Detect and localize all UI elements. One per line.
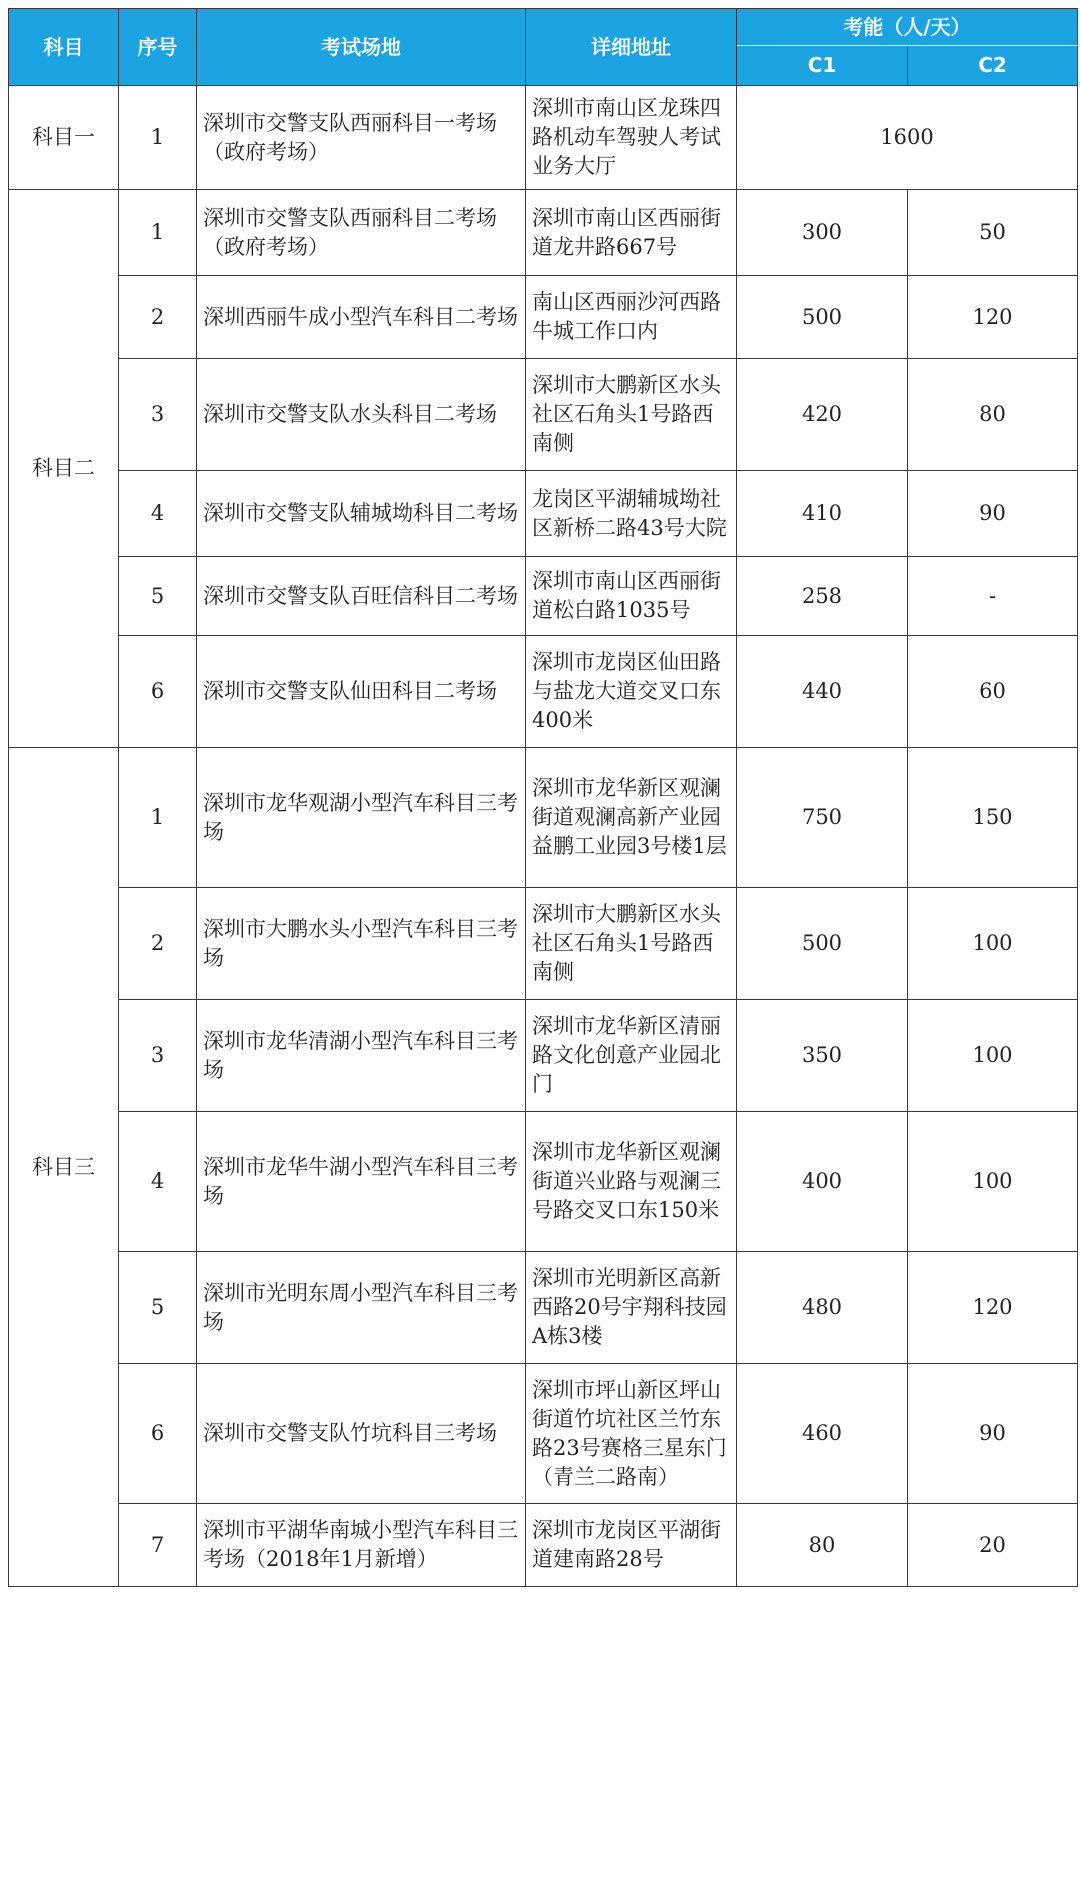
venue-cell: 深圳西丽牛成小型汽车科目二考场 [197,276,526,359]
header-c2: C2 [908,46,1078,86]
venue-cell: 深圳市交警支队仙田科目二考场 [197,636,526,748]
c2-capacity-cell: 100 [908,1112,1078,1252]
seq-cell: 5 [119,1252,197,1364]
c1-capacity-cell: 750 [737,748,908,888]
seq-cell: 2 [119,276,197,359]
c2-capacity-cell: - [908,557,1078,636]
c1-capacity-cell: 300 [737,190,908,276]
venue-cell: 深圳市交警支队百旺信科目二考场 [197,557,526,636]
address-cell: 深圳市龙岗区仙田路与盐龙大道交叉口东400米 [526,636,737,748]
venue-cell: 深圳市大鹏水头小型汽车科目三考场 [197,888,526,1000]
seq-cell: 3 [119,1000,197,1112]
table-row [9,359,1078,471]
venue-cell: 深圳市龙华清湖小型汽车科目三考场 [197,1000,526,1112]
c2-capacity-cell: 150 [908,748,1078,888]
c1-capacity-cell: 420 [737,359,908,471]
c1-capacity-cell: 500 [737,276,908,359]
c1-capacity-cell: 460 [737,1364,908,1504]
seq-cell: 3 [119,359,197,471]
venue-cell: 深圳市龙华牛湖小型汽车科目三考场 [197,1112,526,1252]
seq-cell: 5 [119,557,197,636]
table-row [9,86,1078,190]
header-venue: 考试场地 [197,9,526,86]
c2-capacity-cell: 90 [908,1364,1078,1504]
c1-capacity-cell: 440 [737,636,908,748]
c1-capacity-cell: 410 [737,471,908,557]
table-row [9,748,1078,888]
seq-cell: 1 [119,86,197,190]
address-cell: 深圳市大鹏新区水头社区石角头1号路西南侧 [526,359,737,471]
seq-cell: 6 [119,1364,197,1504]
header-c1: C1 [737,46,908,86]
table-row [9,1252,1078,1364]
venue-cell: 深圳市交警支队水头科目二考场 [197,359,526,471]
subject-cell: 科目二 [9,190,119,748]
c2-capacity-cell: 120 [908,276,1078,359]
subject-cell: 科目三 [9,748,119,1587]
subject-cell: 科目一 [9,86,119,190]
venue-cell: 深圳市光明东周小型汽车科目三考场 [197,1252,526,1364]
header-seq: 序号 [119,9,197,86]
c2-capacity-cell: 100 [908,888,1078,1000]
c1-capacity-cell: 500 [737,888,908,1000]
table-row [9,1504,1078,1587]
exam-venue-table [8,8,1078,1587]
venue-cell: 深圳市平湖华南城小型汽车科目三考场（2018年1月新增） [197,1504,526,1587]
table-row [9,276,1078,359]
c2-capacity-cell: 120 [908,1252,1078,1364]
address-cell: 深圳市南山区西丽街道龙井路667号 [526,190,737,276]
table-row [9,636,1078,748]
table-row [9,1112,1078,1252]
address-cell: 深圳市龙华新区清丽路文化创意产业园北门 [526,1000,737,1112]
c1-capacity-cell: 80 [737,1504,908,1587]
header-capacity: 考能（人/天） [737,9,1078,46]
address-cell: 深圳市坪山新区坪山街道竹坑社区兰竹东路23号赛格三星东门（青兰二路南） [526,1364,737,1504]
venue-cell: 深圳市交警支队辅城坳科目二考场 [197,471,526,557]
c1-capacity-cell: 480 [737,1252,908,1364]
venue-cell: 深圳市交警支队西丽科目二考场（政府考场） [197,190,526,276]
seq-cell: 4 [119,471,197,557]
c2-capacity-cell: 60 [908,636,1078,748]
c2-capacity-cell: 50 [908,190,1078,276]
c2-capacity-cell: 90 [908,471,1078,557]
seq-cell: 2 [119,888,197,1000]
address-cell: 龙岗区平湖辅城坳社区新桥二路43号大院 [526,471,737,557]
table-row [9,1364,1078,1504]
header-address: 详细地址 [526,9,737,86]
address-cell: 深圳市龙岗区平湖街道建南路28号 [526,1504,737,1587]
venue-cell: 深圳市龙华观湖小型汽车科目三考场 [197,748,526,888]
address-cell: 深圳市龙华新区观澜街道观澜高新产业园益鹏工业园3号楼1层 [526,748,737,888]
address-cell: 深圳市南山区西丽街道松白路1035号 [526,557,737,636]
address-cell: 深圳市光明新区高新西路20号宇翔科技园A栋3楼 [526,1252,737,1364]
c1-capacity-cell: 350 [737,1000,908,1112]
address-cell: 深圳市南山区龙珠四路机动车驾驶人考试业务大厅 [526,86,737,190]
venue-cell: 深圳市交警支队竹坑科目三考场 [197,1364,526,1504]
c2-capacity-cell: 20 [908,1504,1078,1587]
address-cell: 深圳市大鹏新区水头社区石角头1号路西南侧 [526,888,737,1000]
c2-capacity-cell: 80 [908,359,1078,471]
c2-capacity-cell: 100 [908,1000,1078,1112]
table-header [9,9,1078,86]
table-row [9,888,1078,1000]
seq-cell: 4 [119,1112,197,1252]
venue-cell: 深圳市交警支队西丽科目一考场（政府考场） [197,86,526,190]
address-cell: 深圳市龙华新区观澜街道兴业路与观澜三号路交叉口东150米 [526,1112,737,1252]
c1-capacity-cell: 258 [737,557,908,636]
seq-cell: 1 [119,190,197,276]
c1-capacity-cell: 400 [737,1112,908,1252]
seq-cell: 1 [119,748,197,888]
address-cell: 南山区西丽沙河西路牛城工作口内 [526,276,737,359]
seq-cell: 6 [119,636,197,748]
table-body [9,86,1078,1587]
table-row [9,557,1078,636]
capacity-combined-cell: 1600 [737,86,1078,190]
header-subject: 科目 [9,9,119,86]
table-row [9,190,1078,276]
table-row [9,1000,1078,1112]
table-row [9,471,1078,557]
seq-cell: 7 [119,1504,197,1587]
